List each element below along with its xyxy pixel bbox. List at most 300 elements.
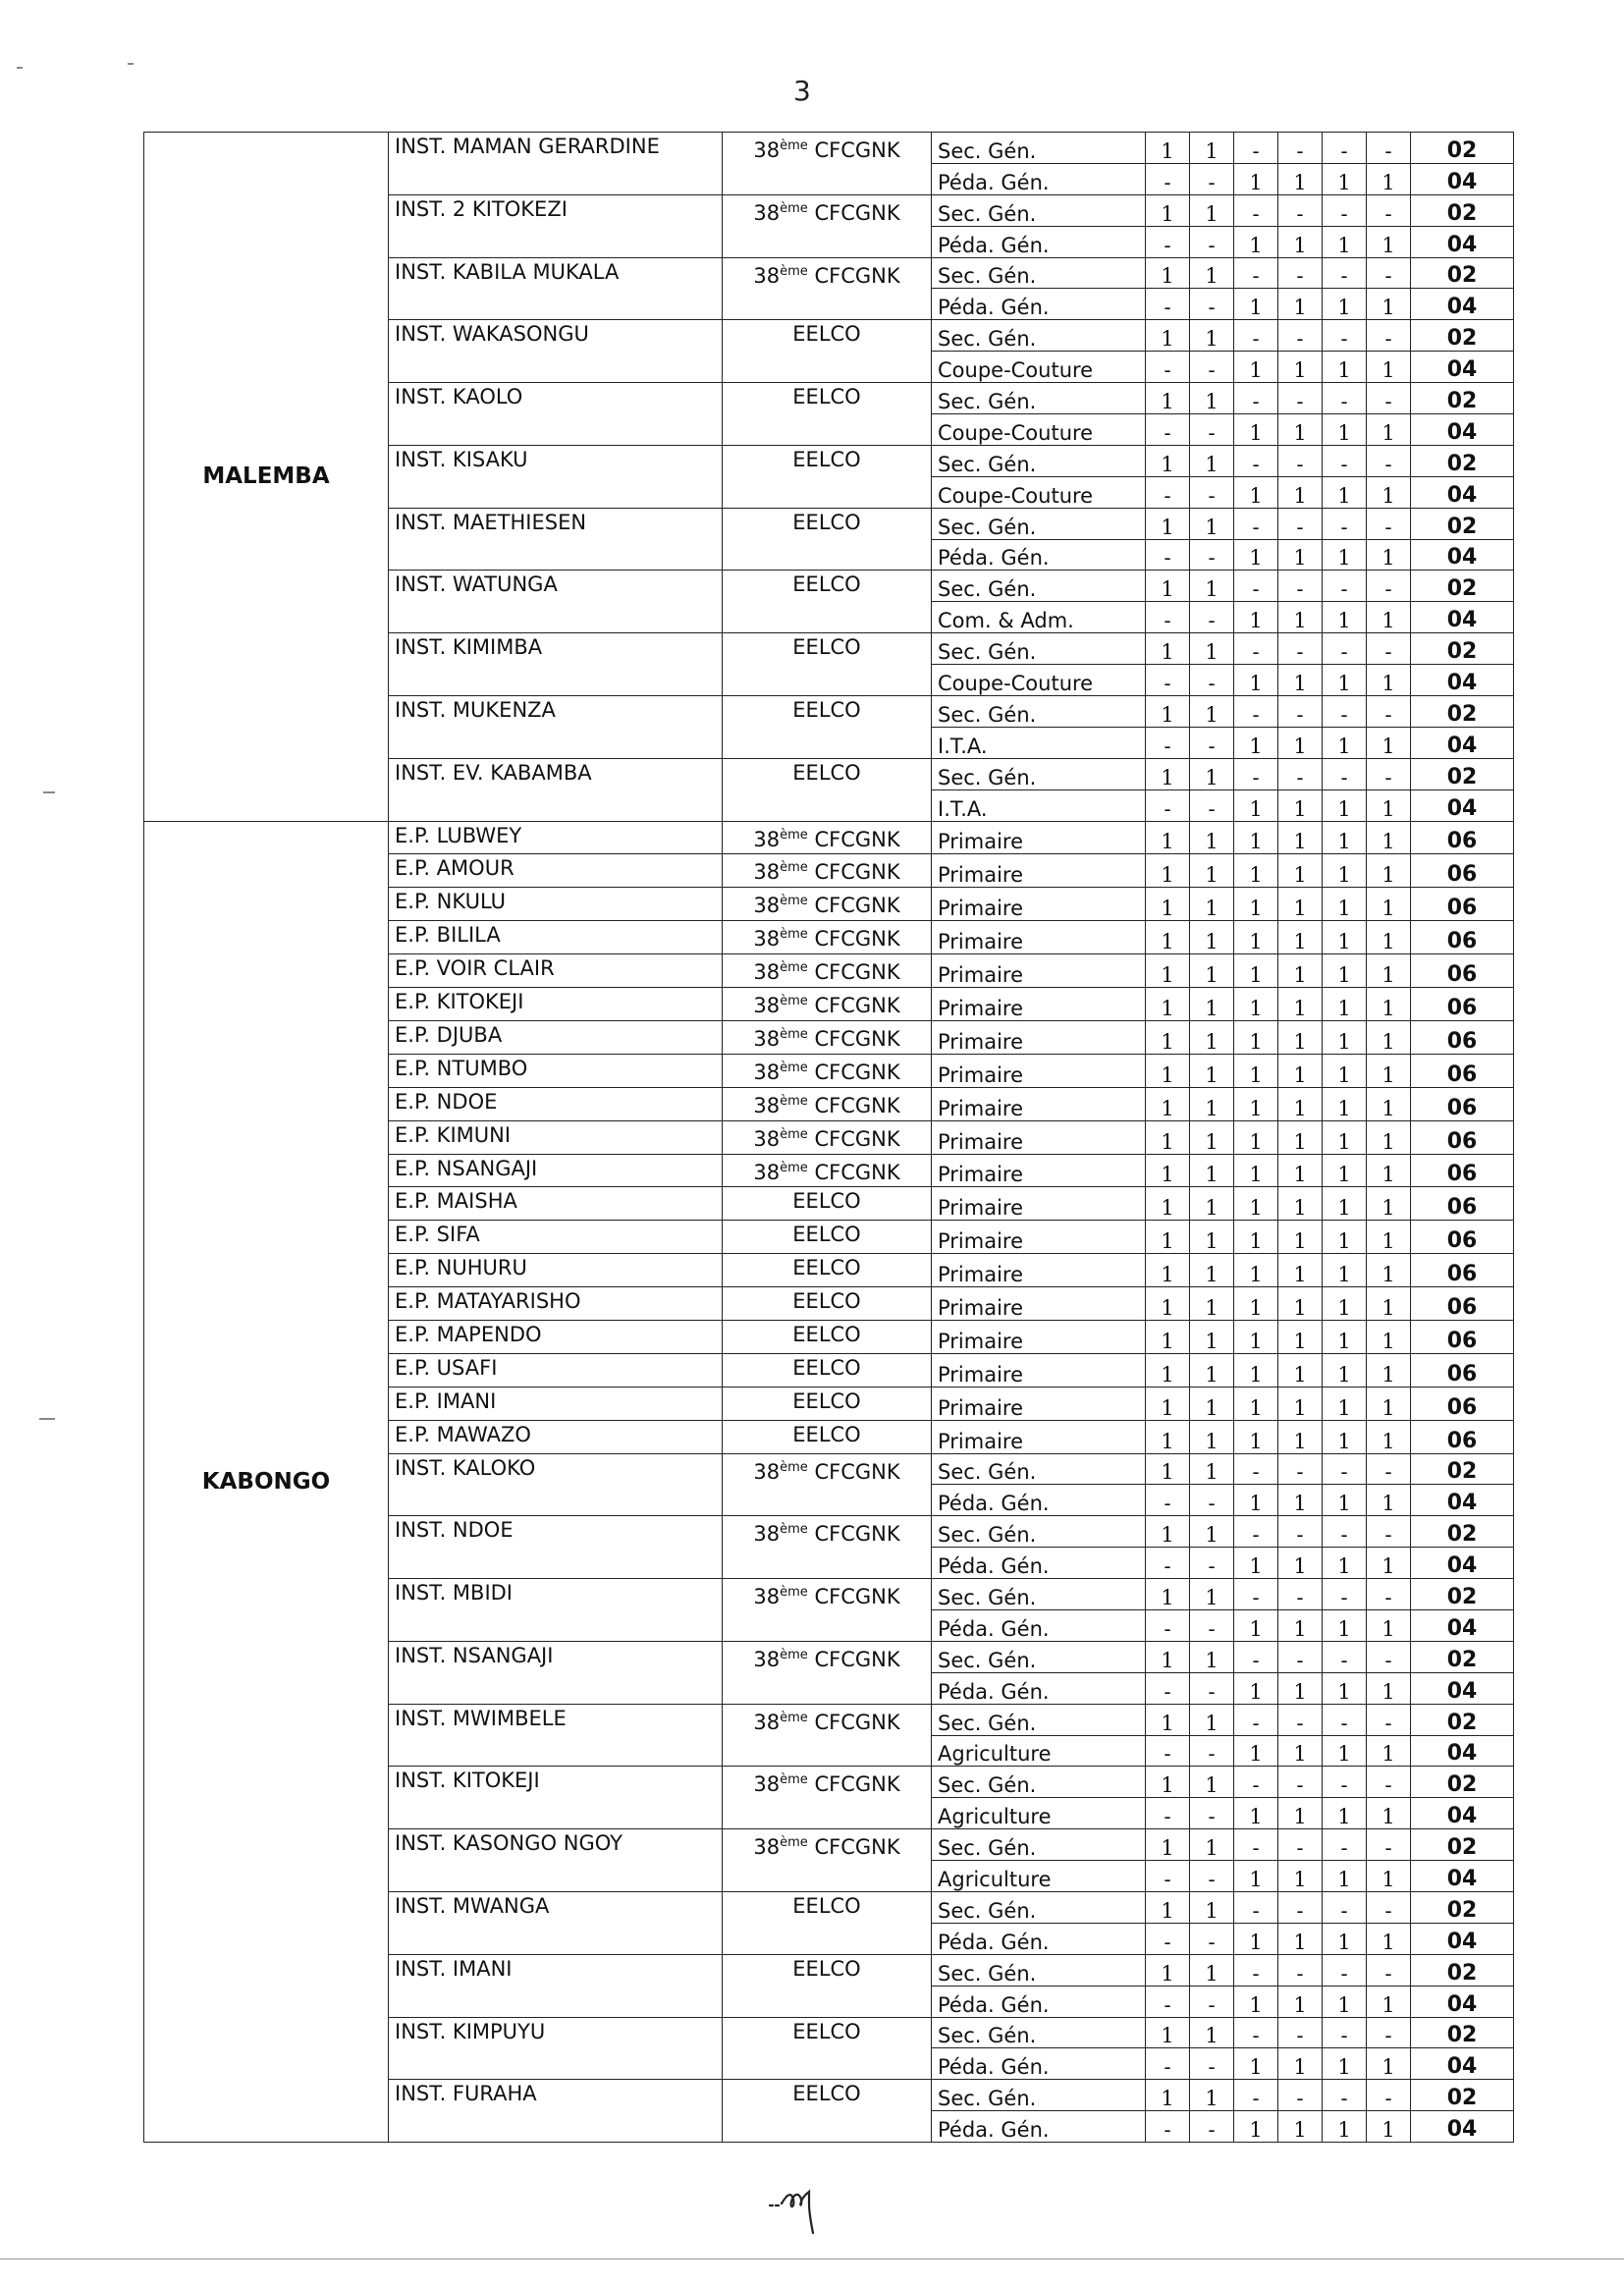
class-count-1: 1 [1146,696,1190,728]
class-count-4: 1 [1278,1609,1323,1641]
class-count-2: 1 [1190,854,1234,888]
network-cell [723,2017,932,2080]
class-count-6: - [1367,2080,1411,2111]
class-count-6: 1 [1367,414,1411,446]
total-cell: 06 [1411,888,1514,921]
class-count-3: - [1234,633,1278,665]
school-cell [389,1420,723,1453]
option-cell: Primaire [932,854,1146,888]
school-name: INST. KITOKEJI [395,1769,540,1793]
class-count-5: - [1323,445,1367,476]
class-count-4: - [1278,571,1323,602]
class-count-6: - [1367,133,1411,164]
network-superscript: ème [780,1835,808,1851]
option-cell: Sec. Gén. [932,194,1146,226]
class-count-3: - [1234,320,1278,352]
class-count-1: 1 [1146,1221,1190,1254]
total-cell: 02 [1411,194,1514,226]
total-cell: 06 [1411,954,1514,988]
option-cell: Sec. Gén. [932,508,1146,539]
total-cell: 06 [1411,1120,1514,1154]
network-cell [723,1641,932,1704]
class-count-4: 1 [1278,921,1323,954]
class-count-6: - [1367,571,1411,602]
total-cell: 02 [1411,1829,1514,1861]
class-count-5: - [1323,194,1367,226]
total-cell: 06 [1411,1254,1514,1287]
class-count-5: - [1323,571,1367,602]
school-cell [389,1704,723,1767]
option-cell: Sec. Gén. [932,571,1146,602]
class-count-4: 1 [1278,289,1323,320]
network-name: 38 [753,1835,781,1860]
class-count-3: - [1234,508,1278,539]
class-count-5: 1 [1323,163,1367,194]
network-cell [723,1020,932,1054]
school-name: E.P. AMOUR [395,856,514,881]
network-cell [723,633,932,696]
class-count-1: 1 [1146,445,1190,476]
class-count-1: - [1146,1798,1190,1829]
option-cell: Péda. Gén. [932,1986,1146,2017]
option-cell: Primaire [932,1120,1146,1154]
page-number: 3 [793,75,811,107]
class-count-3: - [1234,1767,1278,1798]
class-count-6: 1 [1367,1609,1411,1641]
class-count-2: 1 [1190,1641,1234,1672]
class-count-6: 1 [1367,1548,1411,1579]
class-count-2: - [1190,2111,1234,2143]
total-cell: 06 [1411,1387,1514,1420]
network-suffix: CFCGNK [807,860,900,885]
total-cell: 02 [1411,1641,1514,1672]
scan-mark [128,63,134,65]
network-name: 38 [753,1160,781,1184]
option-cell: Sec. Gén. [932,633,1146,665]
option-cell: Primaire [932,1287,1146,1321]
class-count-2: 1 [1190,320,1234,352]
network-name: EELCO [792,760,861,785]
table-body [144,133,1514,2143]
class-count-6: 1 [1367,1672,1411,1704]
total-cell: 06 [1411,854,1514,888]
option-cell: Agriculture [932,1861,1146,1892]
class-count-4: 1 [1278,727,1323,758]
total-cell: 04 [1411,727,1514,758]
school-name: INST. NDOE [395,1518,514,1543]
class-count-5: 1 [1323,988,1367,1021]
class-count-1: 1 [1146,854,1190,888]
class-count-5: 1 [1323,1154,1367,1187]
network-cell [723,1221,932,1254]
option-cell: Sec. Gén. [932,758,1146,789]
total-cell: 02 [1411,571,1514,602]
class-count-2: 1 [1190,1154,1234,1187]
class-count-4: 1 [1278,1986,1323,2017]
option-cell: Péda. Gén. [932,539,1146,571]
option-cell: Péda. Gén. [932,163,1146,194]
network-cell [723,821,932,854]
class-count-5: - [1323,133,1367,164]
class-count-1: - [1146,2048,1190,2080]
class-count-1: - [1146,602,1190,633]
class-count-6: - [1367,194,1411,226]
school-cell [389,988,723,1021]
class-count-1: 1 [1146,1954,1190,1986]
class-count-4: 1 [1278,988,1323,1021]
class-count-1: 1 [1146,1387,1190,1420]
class-count-1: 1 [1146,133,1190,164]
school-cell [389,921,723,954]
class-count-4: 1 [1278,854,1323,888]
class-count-3: 1 [1234,1672,1278,1704]
class-count-6: - [1367,1829,1411,1861]
class-count-1: 1 [1146,1020,1190,1054]
total-cell: 04 [1411,1923,1514,1954]
scan-mark [17,67,23,69]
class-count-2: 1 [1190,1054,1234,1087]
school-cell [389,1387,723,1420]
school-name: E.P. MAISHA [395,1189,517,1214]
network-suffix: CFCGNK [807,1459,900,1484]
network-name: EELCO [792,322,861,347]
school-cell [389,571,723,633]
class-count-4: 1 [1278,1861,1323,1892]
total-cell: 04 [1411,2111,1514,2143]
class-count-3: 1 [1234,602,1278,633]
network-cell [723,1320,932,1353]
signature-mark [766,2160,844,2239]
class-count-5: - [1323,1829,1367,1861]
class-count-6: 1 [1367,888,1411,921]
class-count-2: 1 [1190,194,1234,226]
school-name: E.P. SIFA [395,1223,480,1247]
school-name: INST. NSANGAJI [395,1643,554,1667]
class-count-3: 1 [1234,727,1278,758]
class-count-3: 1 [1234,1320,1278,1353]
schools-table [143,132,1514,2143]
class-count-4: 1 [1278,1420,1323,1453]
class-count-3: - [1234,1453,1278,1485]
class-count-4: 1 [1278,1054,1323,1087]
class-count-3: 1 [1234,539,1278,571]
class-count-6: - [1367,257,1411,289]
class-count-1: 1 [1146,758,1190,789]
total-cell: 04 [1411,1798,1514,1829]
class-count-5: 1 [1323,289,1367,320]
class-count-6: 1 [1367,226,1411,257]
total-cell: 06 [1411,821,1514,854]
network-name: 38 [753,894,781,918]
school-cell [389,1187,723,1221]
option-cell: Péda. Gén. [932,1548,1146,1579]
option-cell: Sec. Gén. [932,257,1146,289]
class-count-4: - [1278,633,1323,665]
school-cell [389,2017,723,2080]
class-count-6: 1 [1367,954,1411,988]
network-name: EELCO [792,447,861,471]
class-count-4: 1 [1278,789,1323,821]
network-suffix: CFCGNK [807,1026,900,1051]
class-count-6: 1 [1367,1287,1411,1321]
total-cell: 04 [1411,1609,1514,1641]
school-cell [389,1320,723,1353]
class-count-5: 1 [1323,1735,1367,1767]
option-cell: Primaire [932,1054,1146,1087]
class-count-3: 1 [1234,921,1278,954]
class-count-3: - [1234,1516,1278,1548]
network-name: 38 [753,827,781,851]
class-count-1: 1 [1146,633,1190,665]
class-count-4: 1 [1278,821,1323,854]
class-count-6: 1 [1367,789,1411,821]
school-name: E.P. NKULU [395,890,506,914]
option-cell: Sec. Gén. [932,1704,1146,1735]
class-count-6: - [1367,1704,1411,1735]
class-count-2: 1 [1190,1954,1234,1986]
class-count-6: 1 [1367,1923,1411,1954]
class-count-4: 1 [1278,1221,1323,1254]
class-count-1: - [1146,226,1190,257]
class-count-3: - [1234,1891,1278,1923]
network-suffix: CFCGNK [807,1772,900,1797]
class-count-5: 1 [1323,1986,1367,2017]
class-count-5: - [1323,508,1367,539]
class-count-3: 1 [1234,226,1278,257]
network-cell [723,1087,932,1120]
class-count-5: 1 [1323,1254,1367,1287]
total-cell: 02 [1411,1954,1514,1986]
class-count-5: 1 [1323,888,1367,921]
option-cell: Sec. Gén. [932,696,1146,728]
class-count-5: 1 [1323,1672,1367,1704]
network-cell [723,2080,932,2143]
network-suffix: CFCGNK [807,263,900,288]
option-cell: Sec. Gén. [932,320,1146,352]
total-cell: 02 [1411,2017,1514,2048]
class-count-5: 1 [1323,954,1367,988]
class-count-3: 1 [1234,854,1278,888]
class-count-5: - [1323,320,1367,352]
class-count-4: - [1278,1954,1323,1986]
class-count-6: - [1367,696,1411,728]
school-cell [389,1120,723,1154]
class-count-3: - [1234,696,1278,728]
class-count-6: 1 [1367,1320,1411,1353]
school-cell [389,696,723,759]
class-count-1: - [1146,163,1190,194]
network-cell [723,445,932,508]
school-cell [389,508,723,571]
network-superscript: ème [780,1026,808,1042]
class-count-3: 1 [1234,1254,1278,1287]
option-cell: Sec. Gén. [932,1641,1146,1672]
class-count-3: 1 [1234,1387,1278,1420]
network-superscript: ème [780,827,808,843]
class-count-1: 1 [1146,1054,1190,1087]
option-cell: Primaire [932,1353,1146,1387]
network-cell [723,194,932,257]
class-count-2: 1 [1190,1579,1234,1610]
network-cell [723,1954,932,2017]
class-count-3: - [1234,133,1278,164]
class-count-5: - [1323,1579,1367,1610]
network-name: EELCO [792,1422,861,1446]
class-count-6: 1 [1367,1861,1411,1892]
class-count-2: - [1190,1609,1234,1641]
option-cell: Primaire [932,1420,1146,1453]
network-superscript: ème [780,138,808,153]
class-count-4: 1 [1278,1154,1323,1187]
school-name: E.P. USAFI [395,1355,498,1380]
network-name: 38 [753,960,781,985]
class-count-3: 1 [1234,352,1278,383]
class-count-6: 1 [1367,602,1411,633]
class-count-3: - [1234,758,1278,789]
class-count-5: - [1323,1767,1367,1798]
school-name: INST. MUKENZA [395,698,556,723]
option-cell: Sec. Gén. [932,1767,1146,1798]
network-suffix: CFCGNK [807,927,900,952]
class-count-5: 1 [1323,1020,1367,1054]
class-count-6: - [1367,1954,1411,1986]
class-count-5: - [1323,1891,1367,1923]
class-count-2: 1 [1190,1187,1234,1221]
class-count-4: 1 [1278,2048,1323,2080]
network-name: EELCO [792,1893,861,1918]
class-count-6: 1 [1367,352,1411,383]
class-count-6: - [1367,2017,1411,2048]
total-cell: 02 [1411,1453,1514,1485]
total-cell: 02 [1411,633,1514,665]
total-cell: 06 [1411,1054,1514,1087]
total-cell: 04 [1411,602,1514,633]
network-cell [723,1891,932,1954]
network-cell [723,1287,932,1321]
class-count-1: 1 [1146,1891,1190,1923]
class-count-4: 1 [1278,1798,1323,1829]
class-count-1: 1 [1146,194,1190,226]
class-count-3: 1 [1234,1054,1278,1087]
network-superscript: ème [780,860,808,876]
class-count-2: 1 [1190,954,1234,988]
class-count-5: 1 [1323,602,1367,633]
class-count-2: 1 [1190,1516,1234,1548]
total-cell: 02 [1411,133,1514,164]
class-count-4: 1 [1278,1320,1323,1353]
total-cell: 04 [1411,1548,1514,1579]
total-cell: 02 [1411,257,1514,289]
class-count-2: 1 [1190,1353,1234,1387]
network-suffix: CFCGNK [807,200,900,225]
class-count-1: - [1146,1609,1190,1641]
class-count-2: 1 [1190,1120,1234,1154]
class-count-3: 1 [1234,1020,1278,1054]
class-count-6: - [1367,1767,1411,1798]
total-cell: 04 [1411,476,1514,508]
network-suffix: CFCGNK [807,960,900,985]
class-count-4: 1 [1278,1353,1323,1387]
class-count-3: 1 [1234,1923,1278,1954]
school-cell [389,257,723,320]
network-name: EELCO [792,1289,861,1314]
network-suffix: CFCGNK [807,1126,900,1151]
option-cell: Agriculture [932,1735,1146,1767]
network-cell [723,1704,932,1767]
class-count-1: - [1146,289,1190,320]
class-count-4: 1 [1278,2111,1323,2143]
class-count-4: 1 [1278,1387,1323,1420]
network-superscript: ème [780,927,808,943]
school-name: INST. EV. KABAMBA [395,760,592,785]
option-cell: Primaire [932,821,1146,854]
total-cell: 04 [1411,414,1514,446]
class-count-2: - [1190,1923,1234,1954]
scan-mark [43,791,55,793]
class-count-4: 1 [1278,352,1323,383]
class-count-4: 1 [1278,1923,1323,1954]
network-cell [723,1420,932,1453]
class-count-5: - [1323,257,1367,289]
network-name: EELCO [792,1223,861,1247]
option-cell: Coupe-Couture [932,476,1146,508]
class-count-2: 1 [1190,758,1234,789]
class-count-4: 1 [1278,414,1323,446]
class-count-1: - [1146,539,1190,571]
class-count-2: 1 [1190,133,1234,164]
class-count-5: - [1323,1453,1367,1485]
class-count-3: 1 [1234,476,1278,508]
scan-mark [39,1418,55,1420]
class-count-4: 1 [1278,226,1323,257]
class-count-2: - [1190,539,1234,571]
option-cell: Coupe-Couture [932,352,1146,383]
network-name: EELCO [792,635,861,660]
network-superscript: ème [780,1710,808,1725]
class-count-1: 1 [1146,988,1190,1021]
school-name: INST. KAOLO [395,385,523,409]
class-count-5: - [1323,758,1367,789]
option-cell: Coupe-Couture [932,665,1146,696]
network-name: 38 [753,1126,781,1151]
school-cell [389,383,723,446]
class-count-3: - [1234,1829,1278,1861]
class-count-3: 1 [1234,1609,1278,1641]
class-count-6: 1 [1367,727,1411,758]
class-count-2: 1 [1190,696,1234,728]
school-name: INST. MAETHIESEN [395,510,587,534]
class-count-2: 1 [1190,2080,1234,2111]
school-cell [389,1891,723,1954]
class-count-2: 1 [1190,1420,1234,1453]
class-count-4: - [1278,1704,1323,1735]
class-count-3: - [1234,1579,1278,1610]
class-count-1: 1 [1146,1767,1190,1798]
total-cell: 06 [1411,988,1514,1021]
class-count-6: 1 [1367,665,1411,696]
class-count-2: 1 [1190,1020,1234,1054]
class-count-4: - [1278,1641,1323,1672]
class-count-1: 1 [1146,921,1190,954]
school-name: E.P. MATAYARISHO [395,1289,581,1314]
school-name: INST. MWIMBELE [395,1706,567,1730]
class-count-5: 1 [1323,414,1367,446]
school-cell [389,888,723,921]
total-cell: 02 [1411,1516,1514,1548]
total-cell: 04 [1411,163,1514,194]
class-count-1: 1 [1146,1320,1190,1353]
class-count-4: - [1278,758,1323,789]
